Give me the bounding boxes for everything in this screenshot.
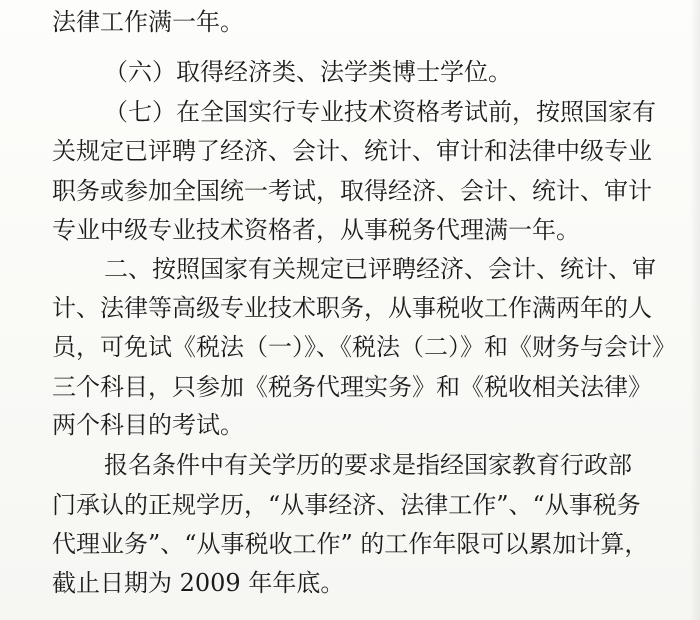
text-line: 门承认的正规学历，“从事经济、法律工作”、“从事税务	[52, 491, 641, 519]
text-line: 截止日期为 2009 年年底。	[52, 569, 345, 597]
text-line: 法律工作满一年。	[52, 8, 244, 36]
text-line: 职务或参加全国统一考试，取得经济、会计、统计、审计	[52, 177, 652, 205]
text-line: （七）在全国实行专业技术资格考试前，按照国家有	[104, 98, 656, 126]
text-line: 两个科目的考试。	[52, 411, 244, 439]
text-line: 关规定已评聘了经济、会计、统计、审计和法律中级专业	[52, 137, 652, 165]
text-line: 专业中级专业技术资格者，从事税务代理满一年。	[52, 216, 580, 244]
text-line: 代理业务”、“从事税收工作” 的工作年限可以累加计算，	[52, 530, 649, 558]
text-line: （六）取得经济类、法学类博士学位。	[104, 58, 512, 86]
text-line: 报名条件中有关学历的要求是指经国家教育行政部	[104, 451, 632, 479]
page-edge-shadow	[690, 0, 700, 620]
text-line: 三个科目，只参加《税务代理实务》和《税收相关法律》	[52, 373, 652, 401]
text-line: 计、法律等高级专业技术职务，从事税收工作满两年的人	[52, 294, 652, 322]
text-line: 员，可免试《税法（一）》、《税法（二）》和《财务与会计》	[52, 333, 676, 361]
text-line: 二、按照国家有关规定已评聘经济、会计、统计、审	[104, 255, 656, 283]
